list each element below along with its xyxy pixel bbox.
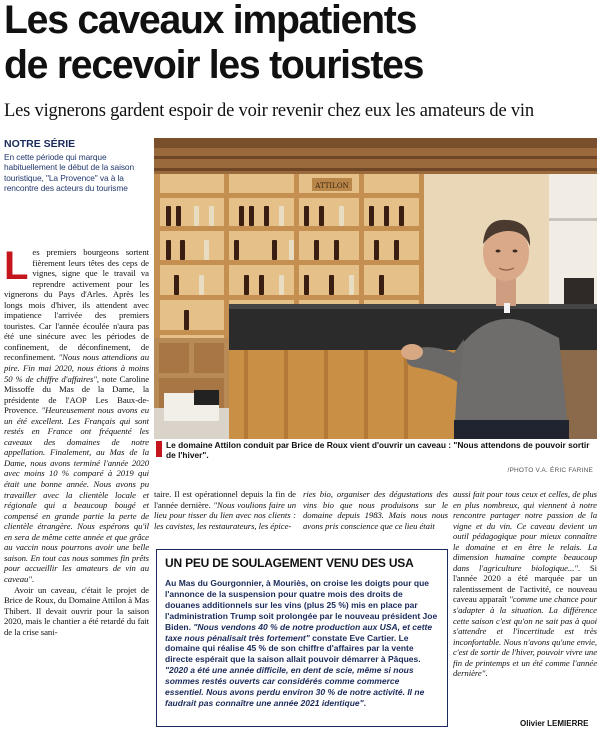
col3-quote: ries bio, organiser des dégustations des vins bio que nous produisons sur le domaine depuis 1983. Mais nous nous avons pris conscience que ce lieu était <box>303 489 448 531</box>
box-quote-a: "Nous vendons 40 % de notre production aux USA, et cette taxe nous pénalisait très fortement" <box>165 621 433 643</box>
body-column-2 <box>154 489 296 531</box>
col1-quote-2: "Heureusement nous avons eu un été excellent. Les Français qui sont restés en France ont fréquenté les caveaux des domaines de notre appellation. Finalement, au Mas de la Dame, nous avons terminé l'année 2020 avec moins 10 % comparé à 2019 qui était une bonne année. Nous avons pu travailler avec la clientèle locale et régionale qui a beaucoup bougé et compensé en grande partie la perte de clientèle étrangère. Nous espérons qu'il en sera de même cette année et que grâce au vaccin nous pourrons avoir une belle saison. En tout cas nous sommes fin prêts pour accueillir les amateurs de vin au caveau" <box>4 405 149 584</box>
col1-quote-1: "Nous nous attendions au pire. Fin mai 2020, nous étions à moins 50 % de chiffre d'affaires" <box>4 352 150 384</box>
box-quote-b: "2020 a été une année difficile, en dent de scie, même si nous sommes restés ouverts car considérés comme commerce essentiel. Nous avons perdu environ 30 % de notre activité. Il ne faudrait pas connaître une année 2021 identique" <box>165 665 425 708</box>
box-title: UN PEU DE SOULAGEMENT VENU DES USA <box>165 556 414 570</box>
box-text-a: Au Mas du Gourgonnier, à Mouriès, on croise les doigts pour que l'annonce de la suspension pour quatre mois des droits de douanes additionnels sur les vins (plus 25 %) mis en place par l'administration Trump soit prolongée par le nouveau président Joe Biden. <box>165 578 438 632</box>
drop-cap: L <box>4 244 29 288</box>
series-label: NOTRE SÉRIE <box>4 138 76 150</box>
series-sidebar <box>4 138 148 194</box>
body-column-3 <box>303 489 448 531</box>
col4-quote-b: "comme une chance pour s'adapter à la situation. La différence cette saison c'est qu'on ne sait pas à quoi s'attendre et l'incertitude est très inconfortable. Nous n'avons qu'une envie, c'est de sortir de l'hiver, pouvoir vivre une fin de printemps et un été comme l'année dernière" <box>453 594 597 679</box>
col1-text-c: . <box>31 573 35 584</box>
title-line-1: Les caveaux impatients <box>4 0 417 42</box>
article-title <box>4 0 588 88</box>
author-byline: Olivier LEMIERRE <box>520 719 589 728</box>
caption-text: Le domaine Attilon conduit par Brice de Roux vient d'ouvrir un caveau : "Nous attendons de pouvoir sortir de l'hiver". <box>166 440 590 461</box>
caption-accent-bar <box>156 441 162 457</box>
title-line-2: de recevoir les touristes <box>4 43 424 87</box>
photo-caption <box>154 439 597 481</box>
col1-text-b: , note Caroline Missoffe du Mas de la Dame, la présidente de l'AOP Les Baux-de-Provence. <box>4 373 150 416</box>
article-subtitle: Les vignerons gardent espoir de voir revenir chez eux les amateurs de vin <box>4 101 534 121</box>
body-column-4 <box>453 489 597 679</box>
col2-quote: "Nous voulions faire un lieu pour tisser du lien avec nos clients : les cavistes, les restaurateurs, les épice- <box>154 499 296 531</box>
tasting-room-photo <box>154 138 597 439</box>
col1-paragraph-2: Avoir un caveau, c'était le projet de Brice de Roux, du Domaine Attilon à Mas Thibert. Il devait ouvrir pour la saison 2020, mais le chantier a été retardé du fait de la crise sani- <box>4 584 149 637</box>
box-text <box>165 578 439 709</box>
series-text: En cette période qui marque habituellement le début de la saison touristique, "La Provence" va à la rencontre des acteurs du tourisme <box>4 152 135 194</box>
col1-text-a: es premiers bourgeons sortent fièrement leurs têtes des ceps de vignes, signe que le travail va reprendre activement pour les vignerons du Pays d'Arles. Après les longs mois d'hiver, ils attendent avec impatience l'arrivée des premiers touristes. Car l'année écoulée n'aura pas été une sinécure avec les périodes de confinement, de déconfinement, de reconfinement. <box>4 247 149 363</box>
col4-text-c: . <box>485 668 488 679</box>
col4-text-b: . Si l'année 2020 a été marquée par un ralentissement de l'activité, ce nouveau caveau apparaît <box>453 562 598 605</box>
usa-inset-box <box>156 549 448 727</box>
box-text-c: . <box>363 697 367 708</box>
body-column-1 <box>4 244 150 637</box>
photo-credit: /PHOTO V.A. ÉRIC FARINE <box>507 467 593 474</box>
article-photo <box>154 138 597 439</box>
col4-quote-a: aussi fait pour tous ceux et celles, de plus en plus nombreux, qui viennent à notre rencontre partager notre passion de la vigne et du vin. Ce caveau devient un outil pédagogique pour mieux connaître le domaine et en être le relais. La dimension humaine compte beaucoup dans l'agriculture biologique..." <box>453 489 597 573</box>
col2-text-a: taire. Il est opérationnel depuis la fin de l'année dernière. <box>154 489 296 510</box>
sign-text: ATTILON <box>315 182 349 190</box>
box-text-b: constate Eve Cartier. Le domaine qui réalise 45 % de son chiffre d'affaires par la vente directe espérait que la saison allait pouvoir démarrer à Pâques. <box>165 632 421 665</box>
